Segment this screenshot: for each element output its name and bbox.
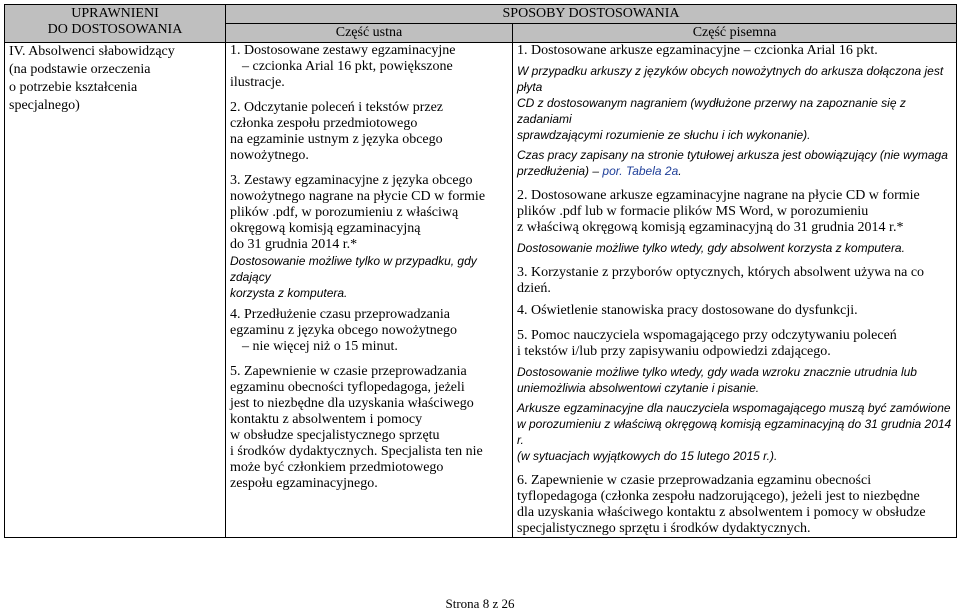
header-methods: SPOSOBY DOSTOSOWANIA bbox=[226, 5, 957, 24]
written-item5-note4: w porozumieniu z właściwą okręgową komisją egzaminacyjną do 31 grudnia 2014 r. bbox=[517, 417, 952, 447]
written-cell bbox=[513, 43, 957, 538]
oral-item2-line2: członka zespołu przedmiotowego bbox=[230, 116, 418, 131]
header-eligible-line2: DO DOSTOSOWANIA bbox=[47, 22, 183, 37]
eligible-line3: o potrzebie kształcenia bbox=[9, 80, 138, 95]
oral-item5-line7: może być członkiem przedmiotowego bbox=[230, 460, 444, 475]
oral-cell bbox=[226, 43, 513, 538]
eligible-line4: specjalnego) bbox=[9, 98, 80, 113]
oral-item3-line5: do 31 grudnia 2014 r.* bbox=[230, 237, 358, 252]
oral-item4-line3: – nie więcej niż o 15 minut. bbox=[242, 339, 398, 354]
eligible-cell bbox=[5, 43, 226, 538]
written-item2-line1: 2. Dostosowane arkusze egzaminacyjne nagrane na płycie CD w formie bbox=[517, 188, 920, 203]
oral-item5-line3: jest to niezbędne dla uzyskania właściwego bbox=[230, 396, 474, 411]
oral-item5-line8: zespołu egzaminacyjnego. bbox=[230, 476, 378, 491]
oral-item4-line2: egzaminu z języka obcego nowożytnego bbox=[230, 323, 458, 338]
written-item6-line2: tyflopedagoga (członka zespołu nadzorującego), jeżeli jest to niezbędne bbox=[517, 489, 920, 504]
oral-item3-note1: Dostosowanie możliwe tylko w przypadku, gdy zdający bbox=[230, 254, 477, 284]
written-item3-line1: 3. Korzystanie z przyborów optycznych, których absolwent używa na co bbox=[517, 265, 925, 280]
written-item4: 4. Oświetlenie stanowiska pracy dostosowane do dysfunkcji. bbox=[517, 303, 858, 318]
header-eligible-line1: UPRAWNIENI bbox=[71, 6, 159, 21]
header-written: Część pisemna bbox=[513, 24, 957, 43]
written-item1: 1. Dostosowane arkusze egzaminacyjne – czcionka Arial 16 pkt. bbox=[517, 43, 878, 58]
written-item2-note: Dostosowanie możliwe tylko wtedy, gdy absolwent korzysta z komputera. bbox=[517, 241, 905, 255]
oral-item2-line3: na egzaminie ustnym z języka obcego bbox=[230, 132, 443, 147]
written-item3-line2: dzień. bbox=[517, 281, 551, 296]
written-item5-line2: i tekstów i/lub przy zapisywaniu odpowiedzi zdającego. bbox=[517, 344, 831, 359]
oral-item3-line2: nowożytnego nagrane na płycie CD w formie bbox=[230, 189, 486, 204]
oral-item1-line2: – czcionka Arial 16 pkt, powiększone bbox=[242, 59, 453, 74]
oral-item3-line3: plików .pdf, w porozumieniu z właściwą bbox=[230, 205, 459, 220]
written-item5-line1: 5. Pomoc nauczyciela wspomagającego przy odczytywaniu poleceń bbox=[517, 328, 897, 343]
written-item1-note5-end: . bbox=[678, 164, 682, 178]
oral-item2-line1: 2. Odczytanie poleceń i tekstów przez bbox=[230, 100, 444, 115]
written-item6-line1: 6. Zapewnienie w czasie przeprowadzania egzaminu obecności bbox=[517, 473, 872, 488]
header-oral: Część ustna bbox=[226, 24, 513, 43]
eligible-line1: IV. Absolwenci słabowidzący bbox=[9, 44, 175, 59]
table-2a-link[interactable]: por. Tabela 2a bbox=[602, 164, 679, 178]
oral-item1-line1: 1. Dostosowane zestawy egzaminacyjne bbox=[230, 43, 456, 58]
oral-item2-line4: nowożytnego. bbox=[230, 148, 309, 163]
header-eligible bbox=[5, 5, 226, 43]
oral-item5-line4: kontaktu z absolwentem i pomocy bbox=[230, 412, 423, 427]
written-item5-note1: Dostosowanie możliwe tylko wtedy, gdy wada wzroku znacznie utrudnia lub bbox=[517, 365, 917, 379]
oral-item3-note2: korzysta z komputera. bbox=[230, 286, 348, 300]
written-item1-note3: sprawdzającymi rozumienie ze słuchu i ich wykonanie). bbox=[517, 128, 811, 142]
written-item5-note3: Arkusze egzaminacyjne dla nauczyciela wspomagającego muszą być zamówione bbox=[517, 401, 951, 415]
oral-item1-line3: ilustracje. bbox=[230, 75, 285, 90]
oral-item3-line4: okręgową komisją egzaminacyjną bbox=[230, 221, 421, 236]
written-item6-line4: specjalistycznego sprzętu i środków dydaktycznych. bbox=[517, 521, 811, 536]
adjustments-table bbox=[4, 4, 957, 538]
written-item2-line2: plików .pdf lub w formacie plików MS Word, w porozumieniu bbox=[517, 204, 869, 219]
written-item5-note2: uniemożliwia absolwentowi czytanie i pisanie. bbox=[517, 381, 760, 395]
written-item1-note5-text: przedłużenia) – bbox=[517, 164, 600, 178]
oral-item5-line2: egzaminu obecności tyflopedagoga, jeżeli bbox=[230, 380, 465, 395]
page-number: Strona 8 z 26 bbox=[445, 596, 515, 611]
written-item5-note5: (w sytuacjach wyjątkowych do 15 lutego 2015 r.). bbox=[517, 449, 778, 463]
oral-item5-line1: 5. Zapewnienie w czasie przeprowadzania bbox=[230, 364, 467, 379]
written-item2-line3: z właściwą okręgową komisją egzaminacyjną do 31 grudnia 2014 r.* bbox=[517, 220, 904, 235]
eligible-line2: (na podstawie orzeczenia bbox=[9, 62, 151, 77]
oral-item3-line1: 3. Zestawy egzaminacyjne z języka obcego bbox=[230, 173, 473, 188]
written-item1-note2: CD z dostosowanym nagraniem (wydłużone przerwy na zapoznanie się z zadaniami bbox=[517, 96, 906, 126]
written-item6-line3: dla uzyskania właściwego kontaktu z absolwentem i pomocy w obsłudze bbox=[517, 505, 926, 520]
oral-item4-line1: 4. Przedłużenie czasu przeprowadzania bbox=[230, 307, 450, 322]
written-item1-note1: W przypadku arkuszy z języków obcych nowożytnych do arkusza dołączona jest płyta bbox=[517, 64, 944, 94]
oral-item5-line5: w obsłudze specjalistycznego sprzętu bbox=[230, 428, 440, 443]
written-item1-note5 bbox=[517, 163, 952, 179]
written-item1-note4: Czas pracy zapisany na stronie tytułowej arkusza jest obowiązujący (nie wymaga bbox=[517, 148, 948, 162]
oral-item5-line6: i środków dydaktycznych. Specjalista ten nie bbox=[230, 444, 483, 459]
